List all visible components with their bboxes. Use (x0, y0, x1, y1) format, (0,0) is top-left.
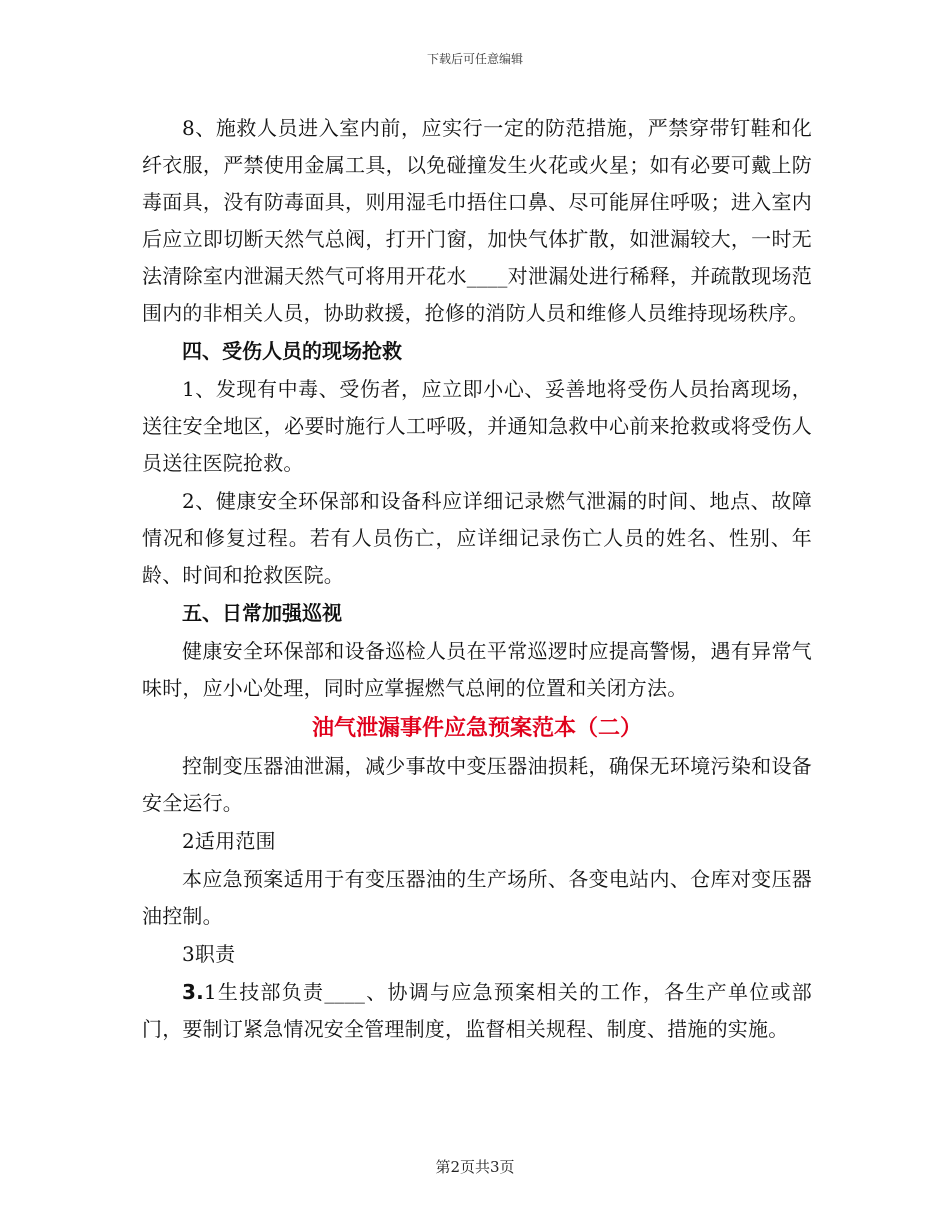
document-title-2: 油气泄漏事件应急预案范本（二） (311, 715, 642, 741)
paragraph-duty-3-1 (142, 974, 812, 1048)
paragraph-item-5: 健康安全环保部和设备巡检人员在平常巡逻时应提高警惕，遇有异常气味时，应小心处理，同时应掌握燃气总闸的位置和关闭方法。 (142, 639, 812, 700)
paragraph-item-4-2: 2、健康安全环保部和设备科应详细记录燃气泄漏的时间、地点、故障情况和修复过程。若有人员伤亡，应详细记录伤亡人员的姓名、性别、年龄、时间和抢救医院。 (142, 489, 812, 587)
document-body (142, 110, 812, 1049)
duty-text: 1生技部负责____、协调与应急预案相关的工作，各生产单位或部门，要制订紧急情况安全管理制度，监督相关规程、制度、措施的实施。 (142, 980, 812, 1041)
paragraph-purpose: 控制变压器油泄漏，减少事故中变压器油损耗，确保无环境污染和设备安全运行。 (142, 754, 812, 815)
section-heading-4: 四、受伤人员的现场抢救 (182, 339, 402, 363)
duty-number: 3. (182, 980, 204, 1004)
subsection-heading-duties: 3职责 (182, 942, 236, 966)
paragraph-item-8: 8、施救人员进入室内前，应实行一定的防范措施，严禁穿带钉鞋和化纤衣服，严禁使用金属工具，以免碰撞发生火花或火星；如有必要可戴上防毒面具，没有防毒面具，则用湿毛巾捂住口鼻、尽可能屏住呼吸；进入室内后应立即切断天然气总阀，打开门窗，加快气体扩散，如泄漏较大，一时无法清除室内泄漏天然气可将用开花水____对泄漏处进行稀释，并疏散现场范围内的非相关人员，协助救援，抢修的消防人员和维修人员维持现场秩序。 (142, 116, 812, 325)
paragraph-item-4-1: 1、发现有中毒、受伤者，应立即小心、妥善地将受伤人员抬离现场，送往安全地区，必要时施行人工呼吸，并通知急救中心前来抢救或将受伤人员送往医院抢救。 (142, 377, 812, 475)
page-footer: 第2页共3页 (435, 1158, 515, 1176)
page-header: 下载后可任意编辑 (426, 52, 523, 66)
subsection-heading-scope: 2适用范围 (182, 829, 276, 853)
section-heading-5: 五、日常加强巡视 (182, 601, 342, 625)
paragraph-scope: 本应急预案适用于有变压器油的生产场所、各变电站内、仓库对变压器油控制。 (142, 867, 812, 928)
